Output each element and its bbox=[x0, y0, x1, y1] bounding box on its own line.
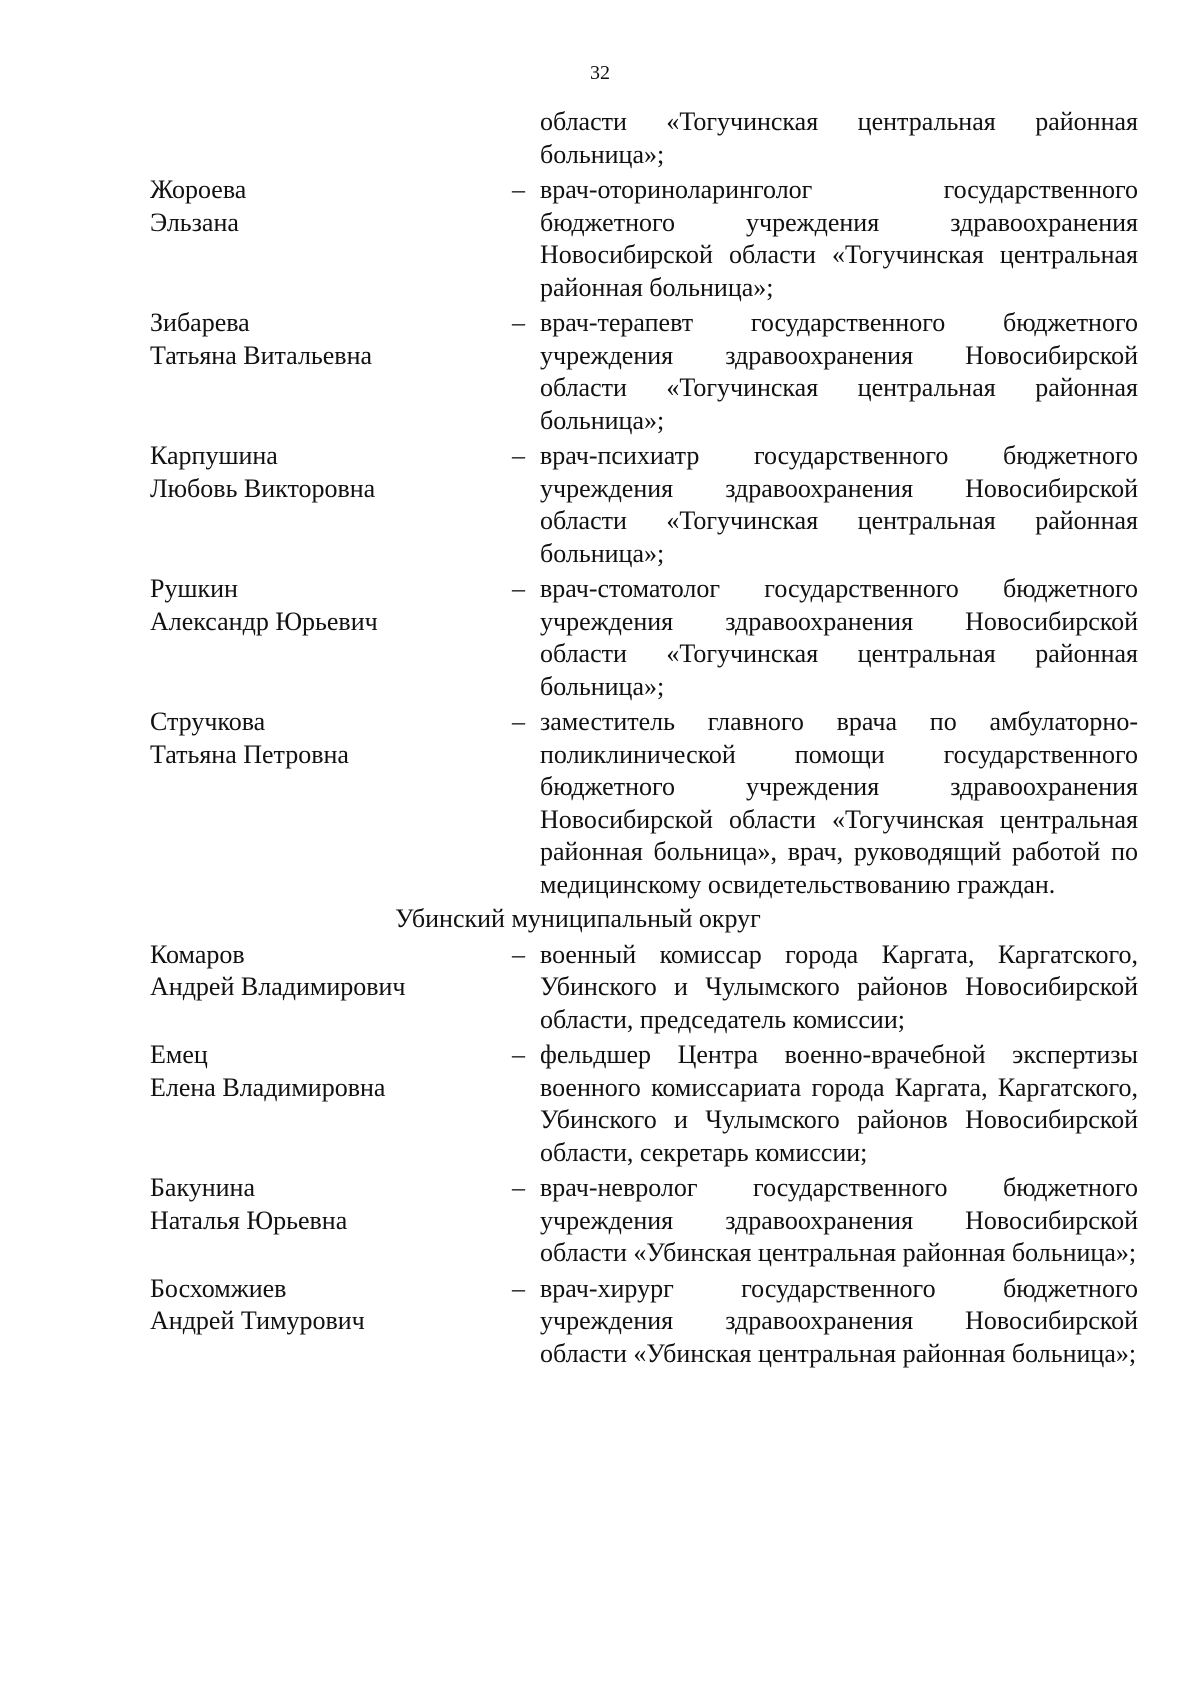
member-name bbox=[150, 174, 512, 304]
member-entry bbox=[150, 440, 1138, 570]
continued-description: области «Тогучинская центральная районная больница»; bbox=[540, 107, 1138, 169]
entry-dash: – bbox=[512, 308, 525, 337]
member-entry bbox=[150, 573, 1138, 703]
member-entry bbox=[150, 939, 1138, 1037]
entry-dash: – bbox=[512, 1173, 525, 1202]
entry-dash: – bbox=[512, 939, 525, 969]
entries-before-section bbox=[150, 174, 1138, 901]
member-entry bbox=[150, 1273, 1138, 1371]
member-surname: Рушкин bbox=[150, 574, 238, 603]
page-number: 32 bbox=[590, 62, 610, 84]
member-description: врач-невролог государственного бюджетного учреждения здравоохранения Новосибирской области «Убинская центральная районная больница»; bbox=[540, 1173, 1138, 1267]
member-entry bbox=[150, 174, 1138, 304]
member-name bbox=[150, 307, 512, 437]
member-given-names: Татьяна Витальевна bbox=[150, 340, 373, 370]
member-surname: Стручкова bbox=[150, 707, 266, 736]
entry-dash: – bbox=[512, 1273, 525, 1303]
entry-dash: – bbox=[512, 441, 525, 470]
member-description: врач-терапевт государственного бюджетного учреждения здравоохранения Новосибирской области «Тогучинская центральная районная больница»; bbox=[540, 308, 1138, 435]
entry-dash: – bbox=[512, 1040, 525, 1069]
member-given-names: Андрей Владимирович bbox=[150, 972, 406, 1001]
member-surname: Бакунина bbox=[150, 1173, 256, 1202]
entries-after-section bbox=[150, 939, 1138, 1371]
entry-dash: – bbox=[512, 707, 525, 736]
member-entry bbox=[150, 1172, 1138, 1270]
member-surname: Емец bbox=[150, 1040, 208, 1069]
member-given-names: Любовь Викторовна bbox=[150, 473, 376, 503]
member-description: врач-хирург государственного бюджетного учреждения здравоохранения Новосибирской области «Убинская центральная районная больница»; bbox=[540, 1273, 1138, 1368]
member-description: врач-психиатр государственного бюджетного учреждения здравоохранения Новосибирской области «Тогучинская центральная районная больница»; bbox=[540, 441, 1138, 568]
member-entry bbox=[150, 307, 1138, 437]
member-name bbox=[150, 573, 512, 703]
entry-dash: – bbox=[512, 574, 525, 603]
member-name bbox=[150, 939, 512, 1037]
member-given-names: Эльзана bbox=[150, 207, 239, 237]
member-entry bbox=[150, 706, 1138, 901]
member-description: врач-оториноларинголог государственного бюджетного учреждения здравоохранения Новосибирской области «Тогучинская центральная районная больница»; bbox=[540, 175, 1138, 302]
member-description: врач-стоматолог государственного бюджетного учреждения здравоохранения Новосибирской области «Тогучинская центральная районная больница»; bbox=[540, 574, 1138, 701]
member-surname: Комаров bbox=[150, 939, 245, 969]
member-description: фельдшер Центра военно-врачебной экспертизы военного комиссариата города Каргата, Каргатского, Убинского и Чулымского районов Новосибирской области, секретарь комиссии; bbox=[540, 1040, 1138, 1167]
member-name bbox=[150, 1273, 512, 1371]
member-given-names: Елена Владимировна bbox=[150, 1072, 386, 1102]
member-surname: Зибарева bbox=[150, 308, 250, 337]
member-description: военный комиссар города Каргата, Каргатского, Убинского и Чулымского районов Новосибирской области, председатель комиссии; bbox=[540, 939, 1138, 1034]
entry-dash: – bbox=[512, 175, 525, 204]
member-given-names: Наталья Юрьевна bbox=[150, 1205, 348, 1235]
member-name bbox=[150, 440, 512, 570]
member-surname: Босхомжиев bbox=[150, 1273, 287, 1303]
member-given-names: Андрей Тимурович bbox=[150, 1306, 365, 1335]
member-name bbox=[150, 1172, 512, 1270]
member-surname: Жороева bbox=[150, 175, 247, 204]
member-name bbox=[150, 706, 512, 901]
section-heading: Убинский муниципальный округ bbox=[395, 904, 761, 933]
member-entry bbox=[150, 1039, 1138, 1169]
member-given-names: Александр Юрьевич bbox=[150, 606, 378, 636]
document-body bbox=[150, 106, 1138, 1370]
member-surname: Карпушина bbox=[150, 441, 278, 470]
member-given-names: Татьяна Петровна bbox=[150, 739, 349, 769]
member-name bbox=[150, 1039, 512, 1169]
member-description: заместитель главного врача по амбулаторно-поликлинической помощи государственного бюджетного учреждения здравоохранения Новосибирской области «Тогучинская центральная районная больница», врач, руководящий работой по медицинскому освидетельствованию граждан. bbox=[540, 707, 1138, 899]
